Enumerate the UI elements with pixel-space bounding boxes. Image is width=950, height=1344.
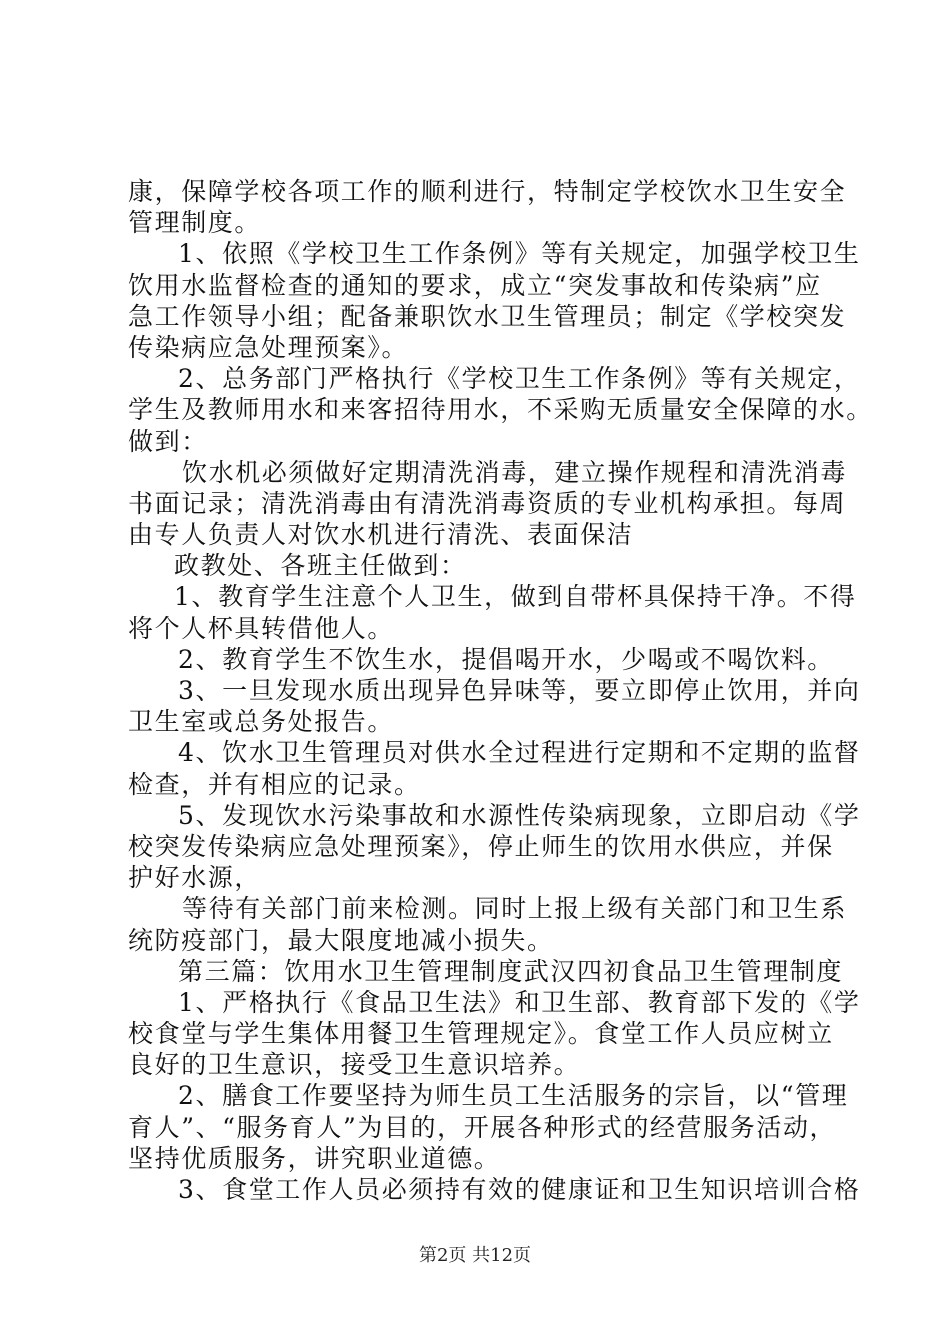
text-line: 良好的卫生意识，接受卫生意识培养。 bbox=[128, 1050, 581, 1080]
page-number: 第2页 共12页 bbox=[418, 1245, 532, 1266]
text-line: 书面记录；清洗消毒由有清洗消毒资质的专业机构承担。每周 bbox=[128, 488, 847, 518]
text-line: 3、食堂工作人员必须持有效的健康证和卫生知识培训合格 bbox=[178, 1175, 861, 1204]
text-line: 1、严格执行《食品卫生法》和卫生部、教育部下发的《学 bbox=[178, 987, 861, 1017]
text-line: 饮水机必须做好定期清洗消毒，建立操作规程和清洗消毒 bbox=[182, 457, 848, 487]
text-line: 饮用水监督检查的通知的要求，成立“突发事故和传染病”应 bbox=[128, 270, 822, 300]
text-line: 5、发现饮水污染事故和水源性传染病现象，立即启动《学 bbox=[178, 800, 861, 830]
text-line: 卫生室或总务处报告。 bbox=[128, 707, 395, 737]
text-line: 坚持优质服务，讲究职业道德。 bbox=[128, 1143, 501, 1173]
text-line: 政教处、各班主任做到： bbox=[174, 551, 467, 581]
text-line: 护好水源， bbox=[128, 863, 262, 893]
text-line: 1、依照《学校卫生工作条例》等有关规定，加强学校卫生 bbox=[178, 239, 861, 269]
section-heading: 第三篇：饮用水卫生管理制度武汉四初食品卫生管理制度 bbox=[178, 956, 844, 986]
text-line: 传染病应急处理预案》。 bbox=[128, 332, 409, 362]
text-line: 校突发传染病应急处理预案》，停止师生的饮用水供应，并保 bbox=[128, 831, 834, 861]
text-line: 由专人负责人对饮水机进行清洗、表面保洁 bbox=[128, 520, 634, 550]
text-line: 育人”、“服务育人”为目的，开展各种形式的经营服务活动， bbox=[128, 1112, 837, 1142]
document-body bbox=[128, 176, 873, 1205]
text-line: 2、教育学生不饮生水，提倡喝开水，少喝或不喝饮料。 bbox=[178, 644, 834, 674]
text-line: 管理制度。 bbox=[128, 208, 262, 238]
text-line: 检查，并有相应的记录。 bbox=[128, 769, 421, 799]
text-line: 3、一旦发现水质出现异色异味等，要立即停止饮用，并向 bbox=[178, 676, 861, 705]
text-line: 康，保障学校各项工作的顺利进行，特制定学校饮水卫生安全 bbox=[128, 177, 847, 206]
text-line: 将个人杯具转借他人。 bbox=[128, 613, 395, 643]
text-line: 校食堂与学生集体用餐卫生管理规定》。食堂工作人员应树立 bbox=[128, 1019, 834, 1049]
text-line: 2、总务部门严格执行《学校卫生工作条例》等有关规定， bbox=[178, 364, 861, 394]
text-line: 学生及教师用水和来客招待用水，不采购无质量安全保障的水。 bbox=[128, 395, 873, 425]
text-line: 1、教育学生注意个人卫生，做到自带杯具保持干净。不得 bbox=[174, 582, 857, 612]
text-line: 统防疫部门，最大限度地减小损失。 bbox=[128, 925, 554, 955]
text-line: 做到： bbox=[128, 426, 208, 456]
text-line: 2、膳食工作要坚持为师生员工生活服务的宗旨，以“管理 bbox=[178, 1081, 849, 1111]
text-line: 等待有关部门前来检测。同时上报上级有关部门和卫生系 bbox=[182, 894, 848, 924]
text-line: 急工作领导小组；配备兼职饮水卫生管理员；制定《学校突发 bbox=[128, 301, 847, 331]
text-line: 4、饮水卫生管理员对供水全过程进行定期和不定期的监督 bbox=[178, 738, 861, 768]
